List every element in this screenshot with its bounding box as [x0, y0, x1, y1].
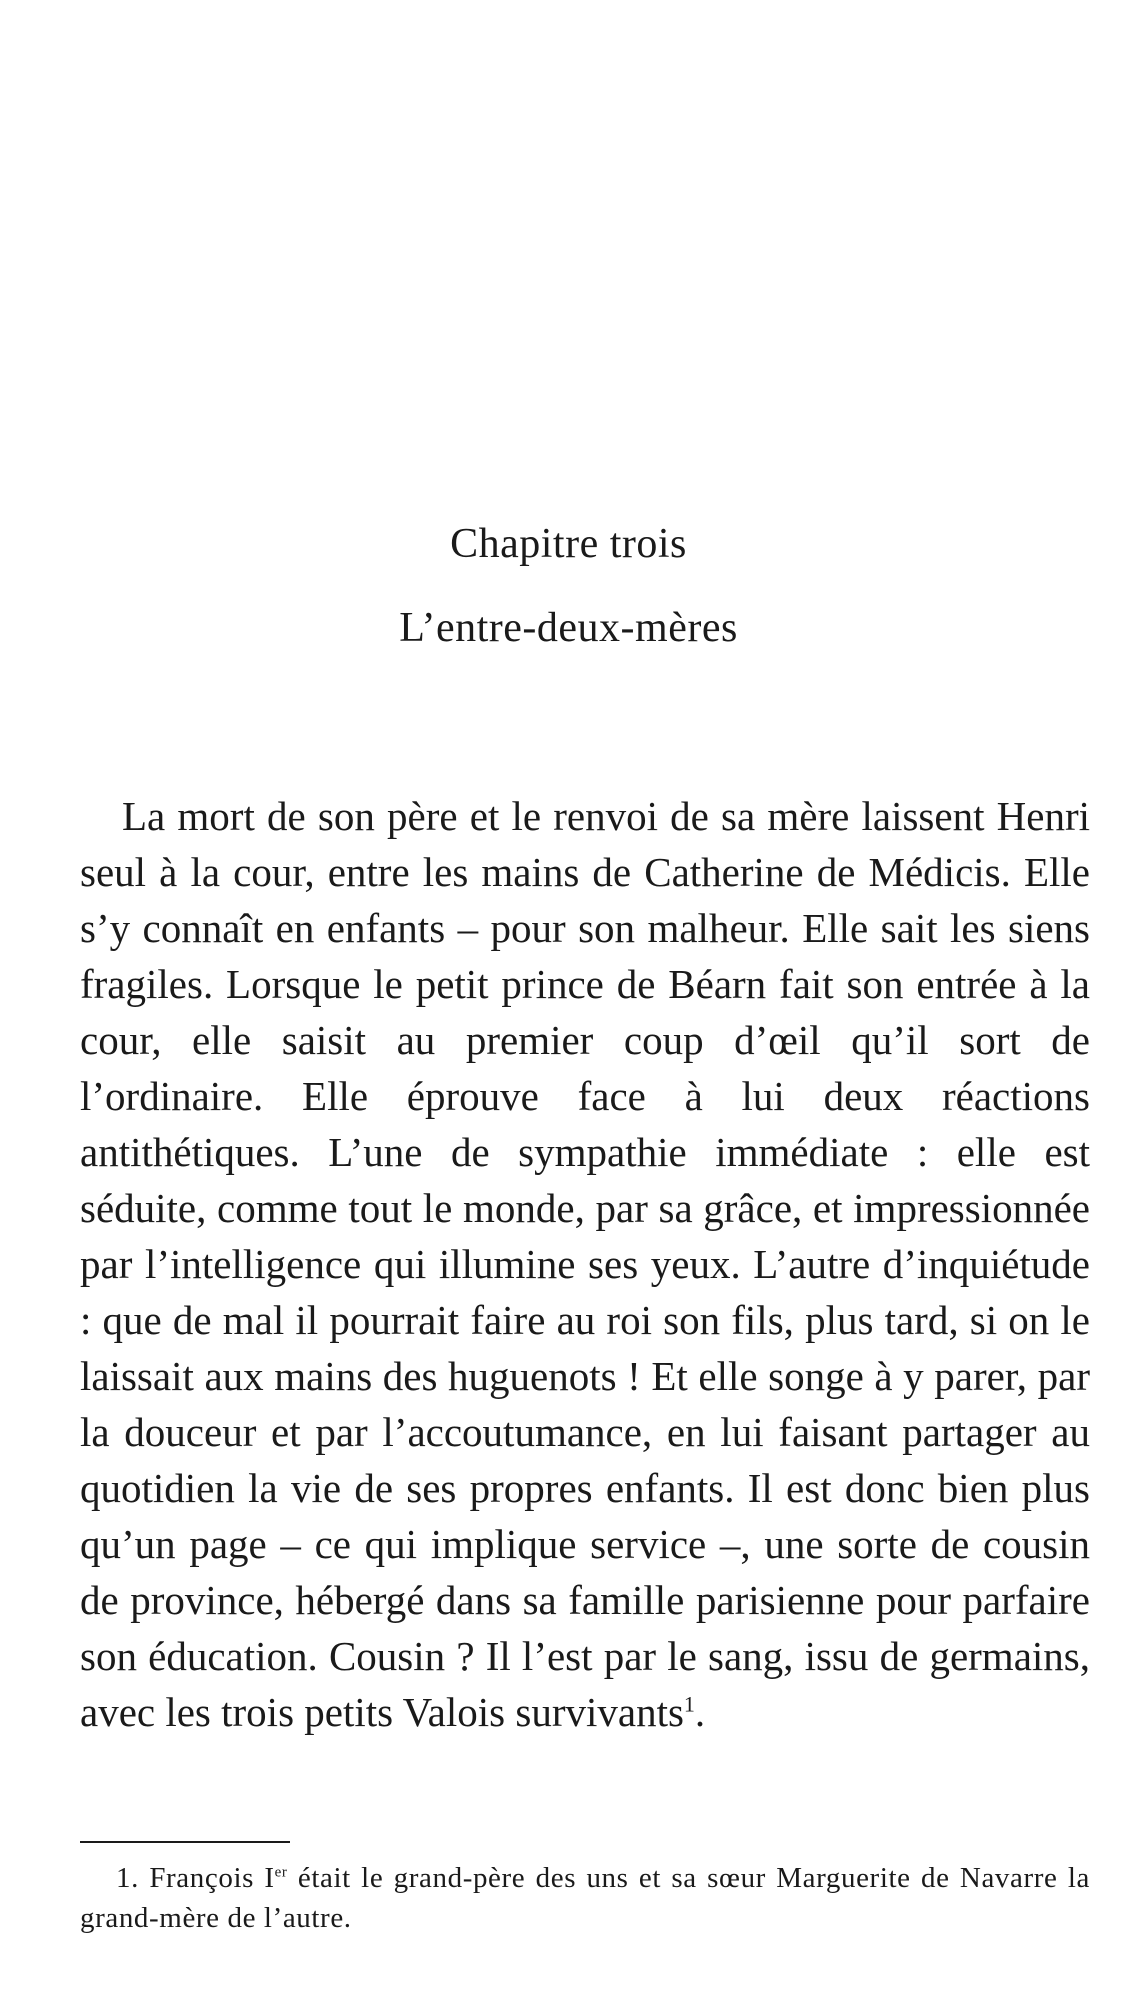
- footnote-separator: [80, 1841, 290, 1843]
- footnote: [80, 1858, 1090, 1938]
- chapter-label: Chapitre trois: [450, 521, 687, 567]
- chapter-title: L’entre-deux-mères: [399, 605, 738, 651]
- body-paragraph: [80, 788, 1090, 1740]
- footnote-text-end: était le grand-père des uns et sa sœur Marguerite de Navarre la grand-mère de l’autre.: [80, 1862, 1090, 1934]
- footnote-superscript: er: [274, 1864, 288, 1881]
- paragraph-text: La mort de son père et le renvoi de sa mère laissent Henri seul à la cour, entre les mains de Catherine de Médicis. Elle s’y connaît en enfants – pour son malheur. Elle sait les siens fragiles. Lorsque le petit prince de Béarn fait son entrée à la cour, elle saisit au premier coup d’œil qu’il sort de l’ordinaire. Elle éprouve face à lui deux réactions antithétiques. L’une de sympathie immédiate : elle est séduite, comme tout le monde, par sa grâce, et impressionnée par l’intelligence qui illumine ses yeux. L’autre d’inquiétude : que de mal il pourrait faire au roi son fils, plus tard, si on le laissait aux mains des huguenots ! Et elle songe à y parer, par la douceur et par l’accoutumance, en lui faisant partager au quotidien la vie de ses propres enfants. Il est donc bien plus qu’un page – ce qui implique service –, une sorte de cousin de province, hébergé dans sa famille parisienne pour parfaire son éducation. Cousin ? Il l’est par le sang, issu de germains, avec les trois petits Valois survivants: [80, 793, 1090, 1735]
- paragraph-end-punctuation: .: [694, 1689, 706, 1735]
- footnote-text-start: François I: [138, 1862, 275, 1894]
- footnote-reference: 1: [683, 1691, 695, 1717]
- footnote-number: 1.: [116, 1862, 139, 1894]
